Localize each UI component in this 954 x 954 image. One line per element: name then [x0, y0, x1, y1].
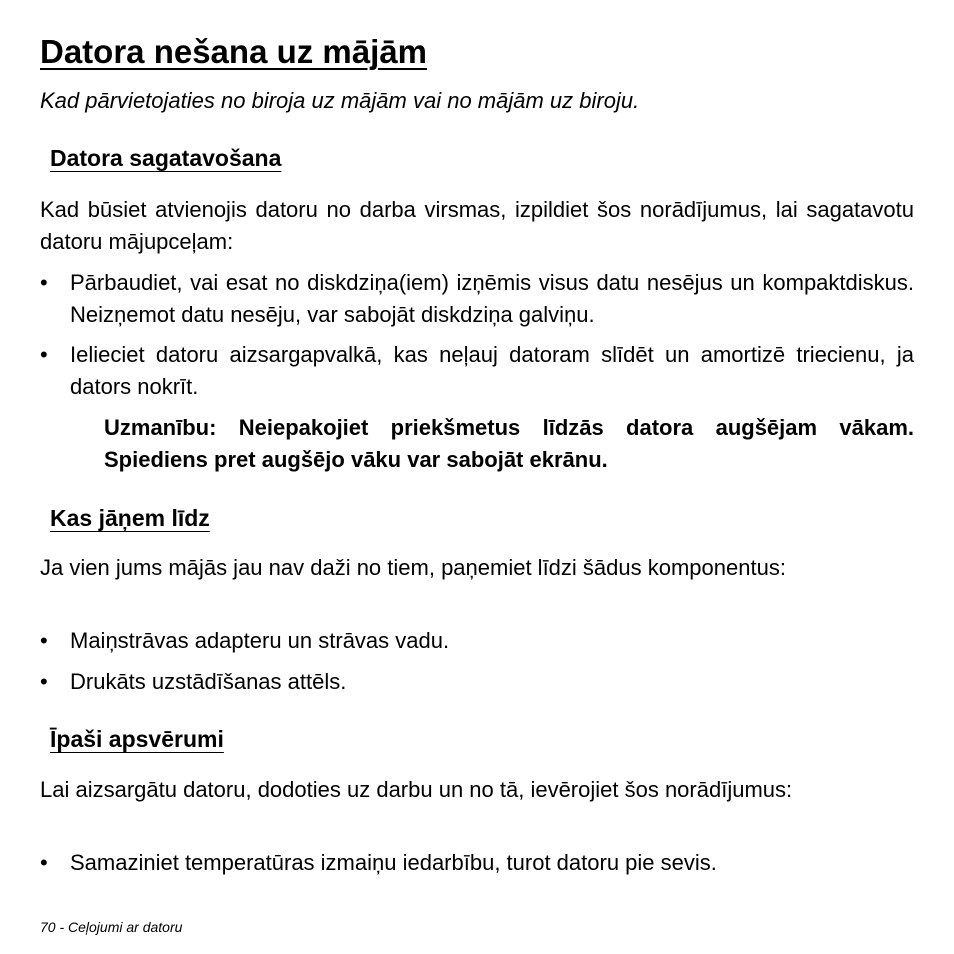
list-item — [40, 666, 914, 698]
bullet-icon: • — [40, 669, 48, 694]
list-item — [40, 847, 914, 879]
list-item-text: Ielieciet datoru aizsargapvalkā, kas neļauj datoram slīdēt un amortizē triecienu, ja dators nokrīt. — [70, 342, 914, 399]
bullet-icon: • — [40, 628, 48, 653]
section-intro-preparing: Kad būsiet atvienojis datoru no darba virsmas, izpildiet šos norādījumus, lai sagatavotu datoru mājupceļam: — [40, 197, 914, 254]
page-footer: 70 - Ceļojumi ar datoru — [40, 919, 183, 935]
section-heading-preparing: Datora sagatavošana — [50, 145, 282, 171]
list-item — [40, 339, 914, 403]
section-intro-what-to-take: Ja vien jums mājās jau nav daži no tiem, paņemiet līdzi šādus komponentus: — [40, 555, 786, 580]
list-item-text: Pārbaudiet, vai esat no diskdziņa(iem) izņēmis visus datu nesējus un kompaktdiskus. Neizņemot datu nesēju, var sabojāt diskdziņa galviņu. — [70, 270, 914, 327]
page-title: Datora nešana uz mājām — [40, 33, 427, 70]
section-heading-special-considerations: Īpaši apsvērumi — [50, 726, 224, 752]
page-subtitle: Kad pārvietojaties no biroja uz mājām vai no mājām uz biroju. — [40, 88, 640, 113]
section-heading-what-to-take: Kas jāņem līdz — [50, 505, 210, 531]
bullet-icon: • — [40, 270, 48, 295]
bullet-icon: • — [40, 342, 48, 367]
list-item — [40, 267, 914, 331]
list-item-text: Samaziniet temperatūras izmaiņu iedarbību, turot datoru pie sevis. — [70, 850, 717, 875]
list-item-text: Drukāts uzstādīšanas attēls. — [70, 669, 347, 694]
list-item-text: Maiņstrāvas adapteru un strāvas vadu. — [70, 628, 450, 653]
warning-note: Uzmanību: Neiepakojiet priekšmetus līdzās datora augšējam vākam. Spiediens pret augšējo vāku var sabojāt ekrānu. — [104, 415, 914, 472]
section-intro-special-considerations: Lai aizsargātu datoru, dodoties uz darbu un no tā, ievērojiet šos norādījumus: — [40, 777, 793, 802]
list-item — [40, 625, 914, 657]
bullet-icon: • — [40, 850, 48, 875]
